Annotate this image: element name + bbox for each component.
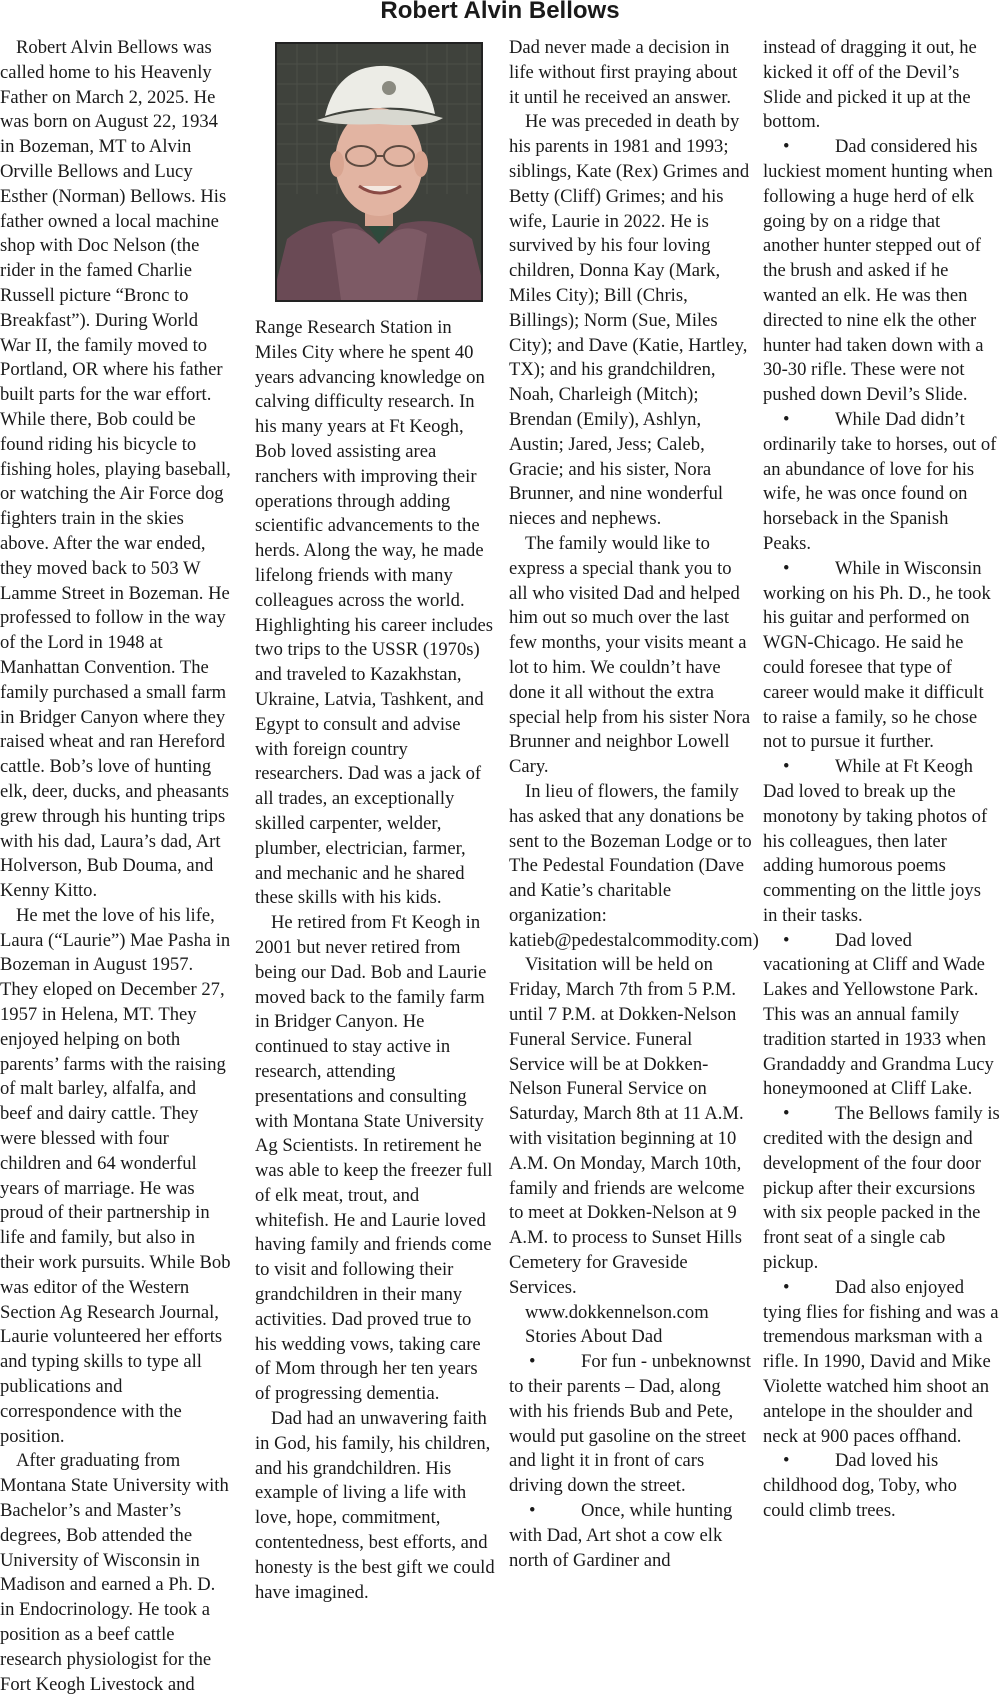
story-text: The Bellows family is credited with the design and development of the four door pickup after their excursions with six people packed in the front seat of a single cab pickup. xyxy=(763,1103,1000,1274)
paragraph: Dad had an unwavering faith in God, his family, his children, and his grandchildren. His example of living a life with love, hope, commitment, contentedness, best efforts, and honesty is the best gift we could have imagined. xyxy=(255,1408,495,1603)
story-text: While in Wisconsin working on his Ph. D., he took his guitar and performed on WGN-Chicago. He said he could foresee that type of career would make it difficult to raise a family, so he chose not to pursue it further. xyxy=(763,557,991,753)
bullet-icon: • xyxy=(783,1450,790,1472)
paragraph: Visitation will be held on Friday, March 7th from 5 P.M. until 7 P.M. at Dokken-Nelson Funeral Service. Funeral Service will be at Dokken-Nelson Funeral Service on Saturday, March 8th at 11 A.M. with visitation beginning at 10 A.M. On Monday, March 10th, family and friends are welcome to meet at Dokken-Nelson at 9 A.M. to process to Sunset Hills Cemetery for Graveside Services. xyxy=(509,954,745,1298)
paragraph: Dad never made a decision in life without first praying about it until he received an answer. xyxy=(509,37,738,108)
story-text: While Dad didn’t ordinarily take to horses, out of an abundance of love for his wife, he was once found on horseback in the Spanish Peaks. xyxy=(763,408,997,554)
bullet-icon: • xyxy=(783,1276,790,1298)
story-text: For fun - unbeknownst to their parents – Dad, along with his friends Bub and Pete, would put gasoline on the street and light it in front of cars driving down the street. xyxy=(509,1351,751,1497)
bullet-icon: • xyxy=(783,557,790,579)
stories-heading: Stories About Dad xyxy=(525,1326,663,1348)
obituary-title: Robert Alvin Bellows xyxy=(380,0,620,24)
story-bullet xyxy=(763,1276,1000,1450)
story-bullet xyxy=(763,557,1000,755)
paragraph: He met the love of his life, Laura (“Laurie”) Mae Pasha in Bozeman in August 1957. They eloped on December 27, 1957 in Helena, MT. They enjoyed helping on both parents’ farms with the raising of malt barley, alfalfa, and beef and dairy cattle. They were blessed with four children and 64 wonderful years of marriage. He was proud of their partnership in life and family, but also in their work pursuits. While Bob was editor of the Western Section Ag Research Journal, Laurie volunteered her efforts and typing skills to type all publications and correspondence with the position. xyxy=(0,904,231,1447)
story-bullet xyxy=(763,408,1000,557)
bullet-icon: • xyxy=(783,1103,790,1125)
paragraph: The family would like to express a special thank you to all who visited Dad and helped him out so much over the last few months, your visits meant a lot to him. We couldn’t have done it all without the extra special help from his sister Nora Brunner and neighbor Lowell Cary. xyxy=(509,532,751,778)
bullet-icon: • xyxy=(783,408,790,430)
story-bullet xyxy=(763,929,1000,1103)
bullet-icon: • xyxy=(529,1351,536,1373)
column-1 xyxy=(0,36,232,1697)
website-link: www.dokkennelson.com xyxy=(525,1301,709,1323)
story-bullet xyxy=(763,755,1000,929)
story-bullet xyxy=(763,1102,1000,1276)
story-text: Dad loved vacationing at Cliff and Wade Lakes and Yellowstone Park. This was an annual family tradition started in 1933 when Grandaddy and Grandma Lucy honeymooned at Cliff Lake. xyxy=(763,929,994,1100)
paragraph: After graduating from Montana State University with Bachelor’s and Master’s degrees, Bob attended the University of Wisconsin in Madison and earned a Ph. D. in Endocrinology. He took a position as a beef cattle research physiologist for the Fort Keogh Livestock and xyxy=(0,1450,229,1695)
story-text: Dad considered his luckiest moment hunting when following a huge herd of elk going by on a ridge that another hunter stepped out of the brush and asked if he wanted an elk. He was then directed to nine elk the other hunter had taken down with a 30-30 rifle. These were not pushed down Devil’s Slide. xyxy=(763,136,993,406)
bullet-icon: • xyxy=(783,136,790,158)
paragraph: Range Research Station in Miles City where he spent 40 years advancing knowledge on calving difficulty research. In his many years at Ft Keogh, Bob loved assisting area ranchers with improving their operations through adding scientific advancements to the herds. Along the way, he made lifelong friends with many colleagues across the world. Highlighting his career includes two trips to the USSR (1970s) and traveled to Kazakhstan, Ukraine, Latvia, Tashkent, and Egypt to consult and advise with foreign country researchers. Dad was a jack of all trades, an exceptionally skilled carpenter, welder, plumber, electrician, farmer, and mechanic and he shared these skills with his kids. xyxy=(255,317,494,909)
paragraph: He retired from Ft Keogh in 2001 but never retired from being our Dad. Bob and Laurie moved back to the family farm in Bridger Canyon. He continued to stay active in research, attending presentations and consulting with Montana State University Ag Scientists. In retirement he was able to keep the freezer full of elk meat, trout, and whitefish. He and Laurie loved having family and friends come to visit and following their grandchildren in their many activities. Dad proved true to his wedding vows, taking care of Mom through her ten years of progressing dementia. xyxy=(255,912,493,1405)
story-text: Once, while hunting with Dad, Art shot a cow elk north of Gardiner and xyxy=(509,1500,733,1571)
column-3 xyxy=(509,36,759,1573)
portrait-photo xyxy=(275,42,483,302)
story-bullet xyxy=(509,1499,752,1573)
story-bullet xyxy=(763,1449,1000,1523)
column-4 xyxy=(763,36,1000,1524)
column-2 xyxy=(255,36,495,1605)
bullet-icon: • xyxy=(529,1500,536,1522)
bullet-icon: • xyxy=(783,929,790,951)
paragraph: Robert Alvin Bellows was called home to his Heavenly Father on March 2, 2025. He was born on August 22, 1934 in Bozeman, MT to Alvin Orville Bellows and Lucy Esther (Norman) Bellows. His father owned a local machine shop with Doc Nelson (the rider in the famed Charlie Russell picture “Bronc to Breakfast”). During World War II, the family moved to Portland, OR where his father built parts for the war effort. While there, Bob could be found riding his bicycle to fishing holes, playing baseball, or watching the Air Force dog fighters train in the skies above. After the war ended, they moved back to 503 W Lamme Street in Bozeman. He professed to follow in the way of the Lord in 1948 at Manhattan Convention. The family purchased a small farm in Bridger Canyon where they raised wheat and ran Hereford cattle. Bob’s love of hunting elk, deer, ducks, and pheasants grew through his hunting trips with his dad, Laura’s dad, Art Holverson, Bub Douma, and Kenny Kitto. xyxy=(0,37,231,902)
story-text: Dad also enjoyed tying flies for fishing and was a tremendous marksman with a rifle. In 1990, David and Mike Violette watched him shoot an antelope in the shoulder and neck at 900 paces offhand. xyxy=(763,1276,999,1447)
story-bullet xyxy=(763,135,1000,408)
paragraph: In lieu of flowers, the family has asked that any donations be sent to the Bozeman Lodge or to The Pedestal Foundation (Dave and Katie’s charitable organization: katieb@pedestalcommodity.com) xyxy=(509,780,759,951)
story-text: Dad loved his childhood dog, Toby, who could climb trees. xyxy=(763,1450,957,1522)
paragraph: instead of dragging it out, he kicked it off of the Devil’s Slide and picked it up at the bottom. xyxy=(763,37,977,133)
paragraph: He was preceded in death by his parents in 1981 and 1993; siblings, Kate (Rex) Grimes and Betty (Cliff) Grimes; and his wife, Laurie in 2022. He is survived by his four loving children, Donna Kay (Mark, Miles City); Bill (Chris, Billings); Norm (Sue, Miles City); and Dave (Katie, Hartley, TX); and his grandchildren, Noah, Charleigh (Mitch); Brendan (Emily), Ashlyn, Austin; Jared, Jess; Caleb, Gracie; and his sister, Nora Brunner, and nine wonderful nieces and nephews. xyxy=(509,111,750,530)
bullet-icon: • xyxy=(783,756,790,778)
story-bullet xyxy=(509,1350,752,1499)
story-text: While at Ft Keogh Dad loved to break up the monotony by taking photos of his colleagues, then later adding humorous poems commenting on the little joys in their tasks. xyxy=(763,756,988,926)
portrait-illustration xyxy=(277,44,481,300)
